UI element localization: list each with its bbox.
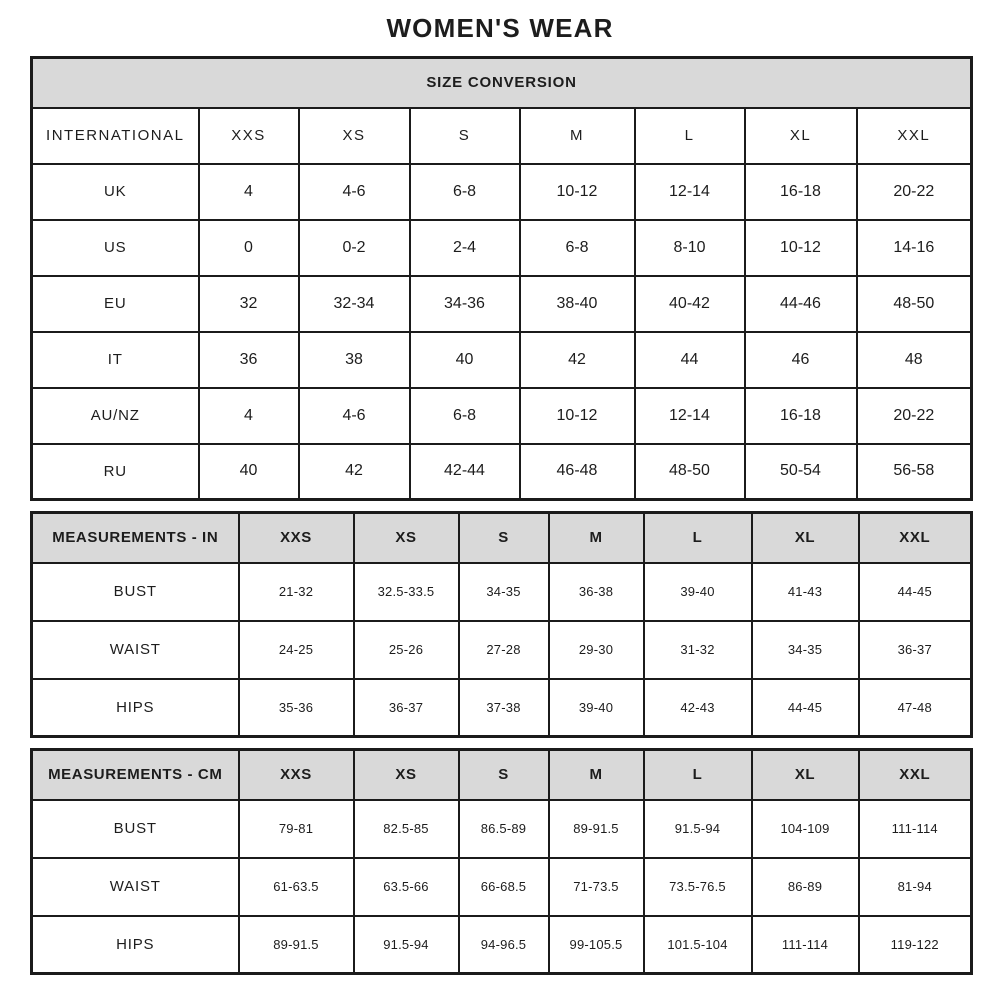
table-row: [32, 916, 972, 974]
size-header-cell: S: [410, 108, 520, 164]
value-cell: 34-36: [410, 276, 520, 332]
value-cell: 73.5-76.5: [644, 858, 752, 916]
value-cell: 25-26: [354, 621, 459, 679]
value-cell: 89-91.5: [549, 800, 644, 858]
size-header-cell: L: [644, 513, 752, 563]
table-row: [32, 621, 972, 679]
value-cell: 46-48: [520, 444, 635, 500]
value-cell: 40: [199, 444, 299, 500]
value-cell: 44: [635, 332, 745, 388]
row-label-cell: BUST: [32, 800, 239, 858]
size-header-cell: XXS: [239, 750, 354, 800]
row-label-cell: AU/NZ: [32, 388, 199, 444]
table-row: [32, 858, 972, 916]
value-cell: 10-12: [520, 164, 635, 220]
value-cell: 44-46: [745, 276, 857, 332]
value-cell: 16-18: [745, 164, 857, 220]
value-cell: 21-32: [239, 563, 354, 621]
value-cell: 38-40: [520, 276, 635, 332]
table-row: [32, 444, 972, 500]
table-row: [32, 332, 972, 388]
first-column-header-cell: MEASUREMENTS - CM: [32, 750, 239, 800]
size-header-cell: XXL: [857, 108, 972, 164]
size-header-cell: XS: [354, 513, 459, 563]
value-cell: 40: [410, 332, 520, 388]
value-cell: 63.5-66: [354, 858, 459, 916]
value-cell: 41-43: [752, 563, 859, 621]
page-title: WOMEN'S WEAR: [386, 13, 614, 43]
value-cell: 42-44: [410, 444, 520, 500]
row-label-cell: HIPS: [32, 916, 239, 974]
size-conversion-table: [30, 56, 973, 501]
value-cell: 38: [299, 332, 410, 388]
value-cell: 10-12: [520, 388, 635, 444]
value-cell: 12-14: [635, 388, 745, 444]
value-cell: 111-114: [752, 916, 859, 974]
size-header-cell: XL: [752, 750, 859, 800]
value-cell: 99-105.5: [549, 916, 644, 974]
value-cell: 94-96.5: [459, 916, 549, 974]
value-cell: 42-43: [644, 679, 752, 737]
measurements-in-table: [30, 511, 973, 738]
value-cell: 29-30: [549, 621, 644, 679]
value-cell: 20-22: [857, 164, 972, 220]
value-cell: 36: [199, 332, 299, 388]
value-cell: 4: [199, 388, 299, 444]
size-header-cell: XS: [354, 750, 459, 800]
row-label-cell: US: [32, 220, 199, 276]
size-header-cell: M: [520, 108, 635, 164]
value-cell: 24-25: [239, 621, 354, 679]
size-header-cell: M: [549, 750, 644, 800]
value-cell: 91.5-94: [644, 800, 752, 858]
value-cell: 39-40: [644, 563, 752, 621]
value-cell: 10-12: [745, 220, 857, 276]
table-row: [32, 800, 972, 858]
value-cell: 6-8: [410, 388, 520, 444]
value-cell: 0: [199, 220, 299, 276]
value-cell: 44-45: [752, 679, 859, 737]
value-cell: 4: [199, 164, 299, 220]
value-cell: 71-73.5: [549, 858, 644, 916]
first-column-header-cell: INTERNATIONAL: [32, 108, 199, 164]
table-row: [32, 388, 972, 444]
table-row: [32, 58, 972, 108]
value-cell: 31-32: [644, 621, 752, 679]
value-cell: 79-81: [239, 800, 354, 858]
value-cell: 34-35: [752, 621, 859, 679]
size-header-cell: XXL: [859, 513, 972, 563]
value-cell: 91.5-94: [354, 916, 459, 974]
value-cell: 89-91.5: [239, 916, 354, 974]
value-cell: 50-54: [745, 444, 857, 500]
value-cell: 6-8: [520, 220, 635, 276]
size-header-cell: XS: [299, 108, 410, 164]
measurements-cm-table-body: [32, 750, 972, 974]
value-cell: 2-4: [410, 220, 520, 276]
measurements-cm-table: [30, 748, 973, 975]
value-cell: 81-94: [859, 858, 972, 916]
table-row: [32, 220, 972, 276]
value-cell: 37-38: [459, 679, 549, 737]
table-row: [32, 108, 972, 164]
value-cell: 42: [520, 332, 635, 388]
value-cell: 101.5-104: [644, 916, 752, 974]
size-header-cell: XXS: [199, 108, 299, 164]
value-cell: 61-63.5: [239, 858, 354, 916]
value-cell: 35-36: [239, 679, 354, 737]
row-label-cell: WAIST: [32, 858, 239, 916]
size-conversion-table-body: [32, 58, 972, 500]
value-cell: 34-35: [459, 563, 549, 621]
value-cell: 32: [199, 276, 299, 332]
value-cell: 20-22: [857, 388, 972, 444]
first-column-header-cell: MEASUREMENTS - IN: [32, 513, 239, 563]
value-cell: 0-2: [299, 220, 410, 276]
value-cell: 46: [745, 332, 857, 388]
value-cell: 36-38: [549, 563, 644, 621]
value-cell: 44-45: [859, 563, 972, 621]
table-row: [32, 276, 972, 332]
value-cell: 32-34: [299, 276, 410, 332]
table-row: [32, 750, 972, 800]
size-header-cell: M: [549, 513, 644, 563]
value-cell: 32.5-33.5: [354, 563, 459, 621]
value-cell: 47-48: [859, 679, 972, 737]
value-cell: 86.5-89: [459, 800, 549, 858]
measurements-in-table-body: [32, 513, 972, 737]
value-cell: 111-114: [859, 800, 972, 858]
table-title-cell: SIZE CONVERSION: [32, 58, 972, 108]
row-label-cell: BUST: [32, 563, 239, 621]
row-label-cell: IT: [32, 332, 199, 388]
size-header-cell: XL: [752, 513, 859, 563]
value-cell: 48-50: [857, 276, 972, 332]
table-row: [32, 513, 972, 563]
value-cell: 36-37: [354, 679, 459, 737]
value-cell: 27-28: [459, 621, 549, 679]
value-cell: 36-37: [859, 621, 972, 679]
value-cell: 39-40: [549, 679, 644, 737]
value-cell: 66-68.5: [459, 858, 549, 916]
size-header-cell: L: [635, 108, 745, 164]
size-header-cell: L: [644, 750, 752, 800]
table-row: [32, 563, 972, 621]
row-label-cell: RU: [32, 444, 199, 500]
size-header-cell: S: [459, 513, 549, 563]
size-header-cell: XXS: [239, 513, 354, 563]
value-cell: 12-14: [635, 164, 745, 220]
size-header-cell: XL: [745, 108, 857, 164]
value-cell: 82.5-85: [354, 800, 459, 858]
value-cell: 16-18: [745, 388, 857, 444]
row-label-cell: EU: [32, 276, 199, 332]
size-header-cell: XXL: [859, 750, 972, 800]
value-cell: 104-109: [752, 800, 859, 858]
value-cell: 42: [299, 444, 410, 500]
value-cell: 6-8: [410, 164, 520, 220]
value-cell: 48-50: [635, 444, 745, 500]
table-row: [32, 164, 972, 220]
row-label-cell: WAIST: [32, 621, 239, 679]
row-label-cell: HIPS: [32, 679, 239, 737]
value-cell: 56-58: [857, 444, 972, 500]
value-cell: 119-122: [859, 916, 972, 974]
value-cell: 8-10: [635, 220, 745, 276]
table-row: [32, 679, 972, 737]
value-cell: 14-16: [857, 220, 972, 276]
value-cell: 86-89: [752, 858, 859, 916]
value-cell: 4-6: [299, 388, 410, 444]
value-cell: 4-6: [299, 164, 410, 220]
row-label-cell: UK: [32, 164, 199, 220]
size-header-cell: S: [459, 750, 549, 800]
value-cell: 48: [857, 332, 972, 388]
value-cell: 40-42: [635, 276, 745, 332]
